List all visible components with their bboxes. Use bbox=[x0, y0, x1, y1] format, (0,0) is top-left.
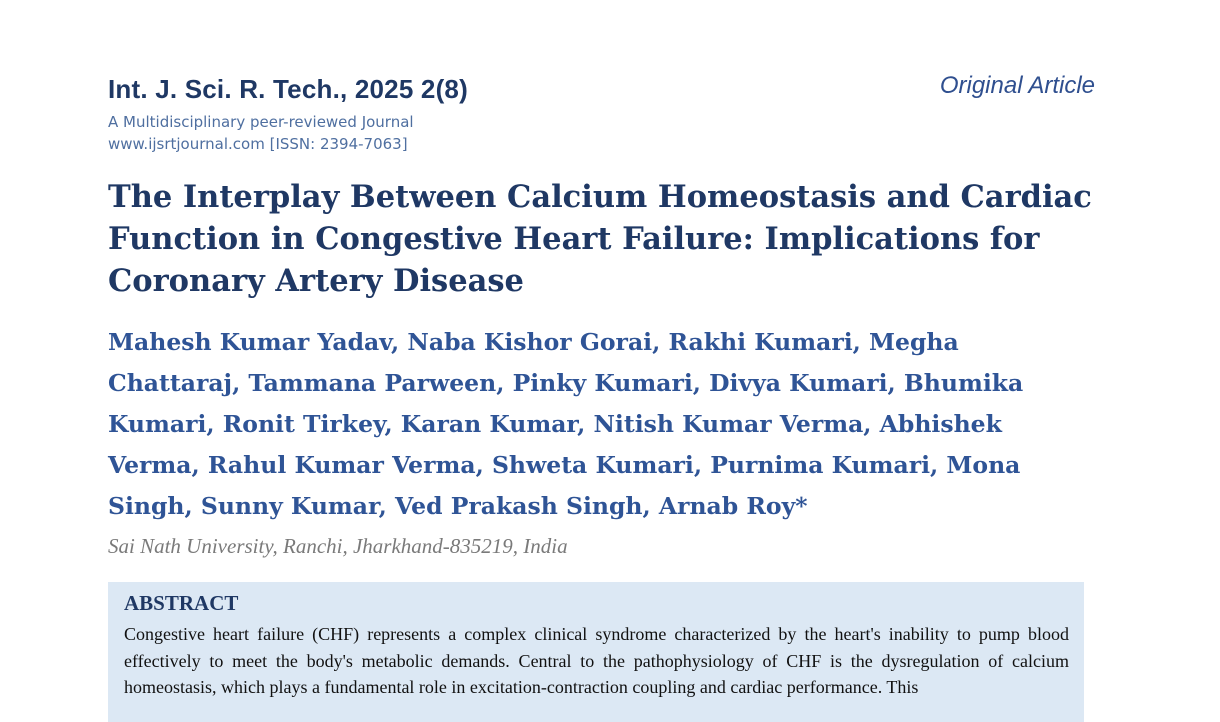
abstract-heading: ABSTRACT bbox=[124, 591, 239, 615]
abstract-text: Congestive heart failure (CHF) represents a complex clinical syndrome characterized by the heart's inability to pump blood effectively to meet the body's metabolic demands. Central to the pathophysiology of CHF is the dysregulation of calcium homeostasis, which plays a fundamental role in excitation-contraction coupling and cardiac performance. This bbox=[124, 624, 1069, 697]
journal-title: Int. J. Sci. R. Tech., 2025 2(8) bbox=[108, 74, 468, 104]
journal-site-issn: www.ijsrtjournal.com [ISSN: 2394-7063] bbox=[108, 135, 408, 153]
author-list: Mahesh Kumar Yadav, Naba Kishor Gorai, Rakhi Kumari, Megha Chattaraj, Tammana Parween, Pinky Kumari, Divya Kumari, Bhumika Kumari, Ronit Tirkey, Karan Kumar, Nitish Kumar Verma, Abhishek Verma, Rahul Kumar Verma, Shweta Kumari, Purnima Kumari, Mona Singh, Sunny Kumar, Ved Prakash Singh, Arnab Roy* bbox=[108, 328, 1024, 520]
article-type: Original Article bbox=[939, 72, 1095, 99]
paper-title: The Interplay Between Calcium Homeostasis and Cardiac Function in Congestive Heart Failure: Implications for Coronary Artery Disease bbox=[108, 179, 1092, 299]
journal-description: A Multidisciplinary peer-reviewed Journal bbox=[108, 113, 414, 131]
abstract-box bbox=[108, 582, 1084, 722]
affiliation: Sai Nath University, Ranchi, Jharkhand-835219, India bbox=[108, 534, 568, 558]
